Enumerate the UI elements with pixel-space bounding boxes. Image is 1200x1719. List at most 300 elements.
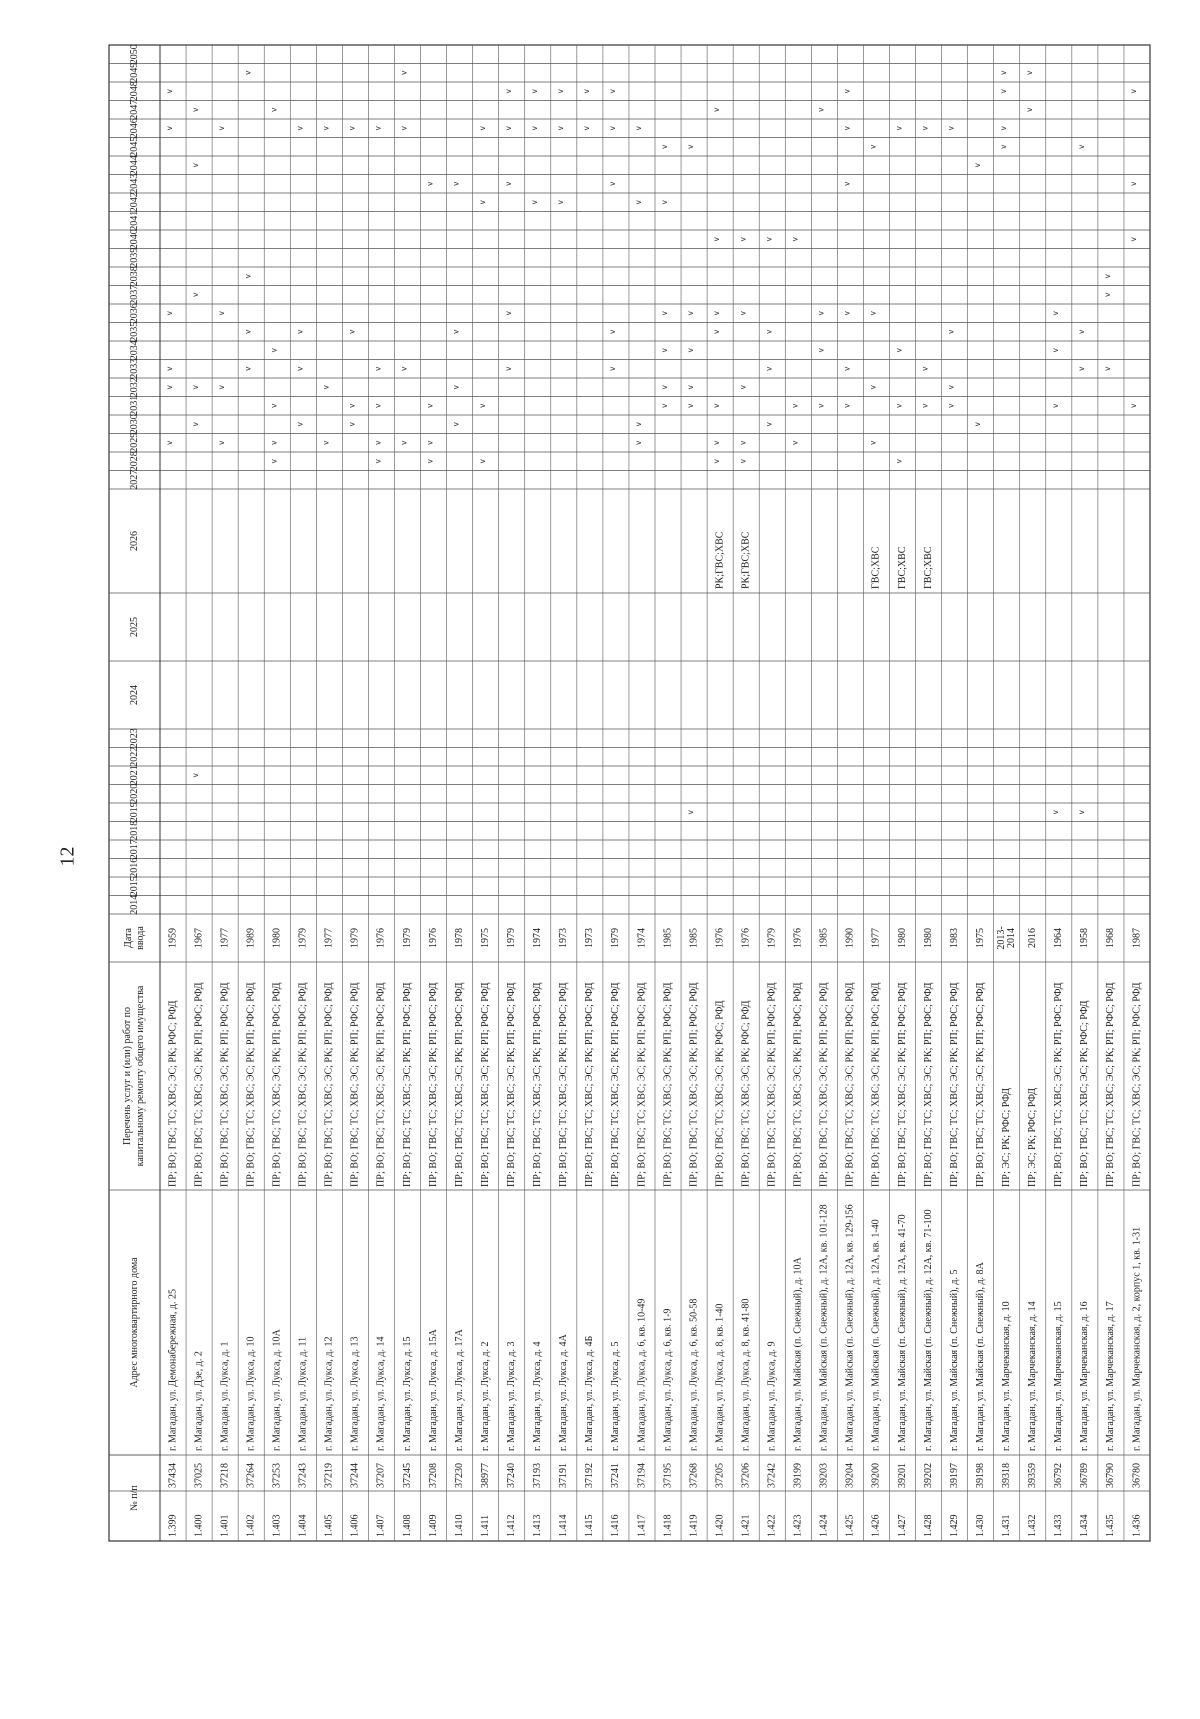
planned-work-mark-2031: v xyxy=(1050,403,1060,408)
planned-work-mark-2034: v xyxy=(894,348,904,353)
row-number: 1.424 xyxy=(818,1514,830,1537)
planned-work-mark-2035: v xyxy=(243,329,253,334)
row-house-id: 37219 xyxy=(323,1463,335,1488)
row-number: 1.435 xyxy=(1105,1514,1117,1537)
row-address: г. Магадан, ул. Марчеканская, д. 14 xyxy=(1027,1301,1039,1451)
planned-work-mark-2042: v xyxy=(529,200,539,205)
year-header-2048: 2048 xyxy=(128,81,140,102)
planned-work-mark-2037: v xyxy=(1103,292,1113,297)
row-address: г. Магадан, ул. Майская (п. Снежный), д. 12А, кв. 101-128 xyxy=(818,1204,830,1451)
row-works: ПР; ЭС; РК; РФС; РФД xyxy=(1001,1088,1013,1187)
planned-work-mark-2033: v xyxy=(399,366,409,371)
row-address: г. Магадан, ул. Лукса, д. 6, кв. 10-49 xyxy=(636,1298,648,1451)
planned-work-mark-2032: v xyxy=(165,385,175,390)
planned-work-mark-2049: v xyxy=(243,70,253,75)
row-number: 1.422 xyxy=(766,1514,778,1537)
planned-work-mark-2031: v xyxy=(686,403,696,408)
planned-work-mark-2031: v xyxy=(920,403,930,408)
year-header-2028: 2028 xyxy=(128,451,140,472)
row-house-id: 39359 xyxy=(1027,1463,1039,1488)
address-header: Адрес многоквартирного дома xyxy=(128,1257,140,1388)
row-works: ПР; ВО; ГВС; ТС; ХВС; ЭС; РК; РП; РФС; РФД xyxy=(558,982,570,1187)
row-house-id: 37192 xyxy=(584,1463,596,1488)
planned-work-mark-2036: v xyxy=(165,311,175,316)
row-number: 1.436 xyxy=(1131,1514,1143,1537)
planned-work-mark-2047: v xyxy=(712,107,722,112)
planned-work-mark-2036: v xyxy=(842,311,852,316)
row-house-id: 39200 xyxy=(870,1463,882,1488)
planned-work-mark-2043: v xyxy=(425,181,435,186)
row-year: 1977 xyxy=(870,928,882,948)
planned-work-mark-2045: v xyxy=(660,144,670,149)
row-number: 1.401 xyxy=(219,1514,231,1537)
row-address: г. Магадан, ул. Лукса, д. 3 xyxy=(506,1341,518,1451)
planned-work-mark-2028: v xyxy=(894,459,904,464)
row-address: г. Магадан, ул. Лукса, д. 15А xyxy=(427,1329,439,1451)
year-header-2019: 2019 xyxy=(128,802,140,823)
year-header-2016: 2016 xyxy=(128,857,140,878)
row-address: г. Магадан, ул. Лукса, д. 13 xyxy=(349,1336,361,1451)
planned-work-mark-2038: v xyxy=(1103,274,1113,279)
works-header-cont: капитальному ремонту общего имущества xyxy=(134,985,146,1167)
row-house-id: 39204 xyxy=(844,1463,856,1488)
planned-work-mark-2029: v xyxy=(373,440,383,445)
planned-work-mark-2040: v xyxy=(764,237,774,242)
row-address: г. Магадан, ул. Демонабережная, д. 25 xyxy=(167,1289,179,1451)
planned-work-mark-2033: v xyxy=(503,366,513,371)
planned-work-mark-2034: v xyxy=(816,348,826,353)
row-house-id: 39203 xyxy=(818,1463,830,1488)
row-address: г. Магадан, ул. Лукса, д. 15 xyxy=(401,1336,413,1451)
year-header-2050: 2050 xyxy=(128,44,140,65)
row-number: 1.420 xyxy=(714,1514,726,1537)
planned-work-mark-2046: v xyxy=(998,126,1008,131)
planned-work-mark-2035: v xyxy=(451,329,461,334)
year-header-2020: 2020 xyxy=(128,783,140,804)
row-house-id: 37242 xyxy=(766,1463,778,1488)
planned-work-mark-2032: v xyxy=(868,385,878,390)
row-year: 1967 xyxy=(193,928,205,948)
row-number: 1.431 xyxy=(1001,1514,1013,1537)
year-header-2031: 2031 xyxy=(128,395,140,416)
planned-work-mark-2043: v xyxy=(451,181,461,186)
row-works: ПР; ВО; ГВС; ТС; ХВС; ЭС; РК; РП; РФС; РФД xyxy=(219,982,231,1187)
row-address: г. Магадан, ул. Лукса, д. 5 xyxy=(610,1341,622,1451)
row-year: 1976 xyxy=(427,928,439,948)
planned-work-mark-2048: v xyxy=(842,89,852,94)
row-year: 1964 xyxy=(1053,928,1065,948)
row-number: 1.421 xyxy=(740,1514,752,1537)
planned-work-mark-2048: v xyxy=(608,89,618,94)
row-address: г. Магадан, ул. Лукса, д. 1 xyxy=(219,1341,231,1451)
row-address: г. Магадан, ул. Лукса, д. 10 xyxy=(245,1336,257,1451)
planned-work-mark-2021: v xyxy=(191,773,201,778)
row-works: ПР; ВО; ГВС; ТС; ХВС; ЭС; РК; РП; РФС; РФД xyxy=(1053,982,1065,1187)
row-year: 1973 xyxy=(584,928,596,948)
row-house-id: 36780 xyxy=(1131,1463,1143,1488)
planned-work-mark-2028: v xyxy=(712,459,722,464)
row-house-id: 37253 xyxy=(271,1463,283,1488)
planned-work-mark-2048: v xyxy=(998,89,1008,94)
row-year: 1979 xyxy=(349,928,361,948)
row-works: ПР; ВО; ГВС; ТС; ХВС; ЭС; РК; РП; РФС; РФД xyxy=(297,982,309,1187)
row-number: 1.399 xyxy=(167,1514,179,1537)
planned-work-mark-2033: v xyxy=(608,366,618,371)
row-address: г. Магадан, ул. Лукса, д. 4А xyxy=(558,1334,570,1451)
planned-work-mark-2031: v xyxy=(790,403,800,408)
planned-work-mark-2042: v xyxy=(660,200,670,205)
row-house-id: 37025 xyxy=(193,1463,205,1488)
year-header-2035: 2035 xyxy=(128,321,140,342)
planned-work-mark-2046: v xyxy=(347,126,357,131)
year-header-2041: 2041 xyxy=(128,210,140,231)
planned-work-mark-2048: v xyxy=(555,89,565,94)
row-year: 1979 xyxy=(766,928,778,948)
row-number: 1.402 xyxy=(245,1514,257,1537)
row-year: 1983 xyxy=(948,928,960,948)
planned-work-mark-2046: v xyxy=(946,126,956,131)
row-year: 1974 xyxy=(636,928,648,948)
row-works: ПР; ВО; ГВС; ТС; ХВС; ЭС; РК; РП; РФС; РФД xyxy=(245,982,257,1187)
row-house-id: 37230 xyxy=(453,1463,465,1488)
planned-work-mark-2034: v xyxy=(1050,348,1060,353)
row-year: 2013- xyxy=(996,926,1008,950)
row-year: 1990 xyxy=(844,928,856,948)
row-year: 1976 xyxy=(740,928,752,948)
row-year: 1980 xyxy=(922,928,934,948)
row-year: 2016 xyxy=(1027,928,1039,948)
planned-work-mark-2046: v xyxy=(555,126,565,131)
row-year: 1979 xyxy=(506,928,518,948)
row-year: 1980 xyxy=(271,928,283,948)
row-house-id: 38977 xyxy=(479,1463,491,1488)
planned-work-mark-2035: v xyxy=(295,329,305,334)
row-works: ПР; ВО; ГВС; ТС; ХВС; ЭС; РК; РП; РФС; РФД xyxy=(1131,982,1143,1187)
planned-work-mark-2031: v xyxy=(373,403,383,408)
planned-work-mark-2049: v xyxy=(1024,70,1034,75)
row-year: 1975 xyxy=(974,928,986,948)
planned-work-mark-2028: v xyxy=(738,459,748,464)
planned-work-mark-2031: v xyxy=(1129,403,1139,408)
planned-work-mark-2029: v xyxy=(634,440,644,445)
planned-work-mark-2043: v xyxy=(608,181,618,186)
page-number: 12 xyxy=(56,846,79,867)
planned-work-mark-2036: v xyxy=(816,311,826,316)
row-address: г. Магадан, ул. Майская (п. Снежный), д. 8А xyxy=(974,1262,986,1451)
row-works: ПР; ВО; ГВС; ТС; ХВС; ЭС; РК; РП; РФС; РФД xyxy=(271,982,283,1187)
row-works: ПР; ВО; ГВС; ТС; ХВС; ЭС; РК; РП; РФС; РФД xyxy=(427,982,439,1187)
row-address: г. Магадан, ул. Лукса, д. 11 xyxy=(297,1336,309,1451)
planned-work-mark-2030: v xyxy=(347,422,357,427)
year-header-2021: 2021 xyxy=(128,765,140,786)
year-header-2032: 2032 xyxy=(128,377,140,398)
row-number: 1.416 xyxy=(610,1514,622,1537)
year-header-2023: 2023 xyxy=(128,728,140,749)
row-house-id: 37193 xyxy=(532,1463,544,1488)
row-address: г. Магадан, ул. Марчеканская, д. 10 xyxy=(1001,1301,1013,1451)
planned-work-mark-2043: v xyxy=(842,181,852,186)
row-number: 1.408 xyxy=(401,1514,413,1537)
row-address: г. Магадан, ул. Майская (п. Снежный), д. 12А, кв. 129-156 xyxy=(844,1204,856,1451)
row-number: 1.410 xyxy=(453,1514,465,1537)
planned-work-mark-2040: v xyxy=(712,237,722,242)
year-header-2044: 2044 xyxy=(128,155,140,176)
planned-work-mark-2046: v xyxy=(894,126,904,131)
year-header-2033: 2033 xyxy=(128,358,140,379)
planned-work-mark-2038: v xyxy=(243,274,253,279)
planned-work-mark-2046: v xyxy=(165,126,175,131)
row-year: 1977 xyxy=(219,928,231,948)
row-number: 1.406 xyxy=(349,1514,361,1537)
year-header-2049: 2049 xyxy=(128,62,140,83)
row-house-id: 39199 xyxy=(792,1463,804,1488)
planned-work-mark-2033: v xyxy=(1076,366,1086,371)
row-house-id: 37191 xyxy=(558,1463,570,1488)
year-header-2039: 2039 xyxy=(128,247,140,268)
row-number: 1.403 xyxy=(271,1514,283,1537)
row-year: 1974 xyxy=(532,928,544,948)
year-header-2026: 2026 xyxy=(128,531,140,551)
planned-work-mark-2044: v xyxy=(972,163,982,168)
row-year: 1989 xyxy=(245,928,257,948)
row-house-id: 37241 xyxy=(610,1463,622,1488)
planned-work-mark-2048: v xyxy=(529,89,539,94)
row-address: г. Магадан, ул. Лукса, д. 6, кв. 1-9 xyxy=(662,1308,674,1451)
planned-work-mark-2036: v xyxy=(503,311,513,316)
row-address: г. Магадан, ул. Майская (п. Снежный), д. 5 xyxy=(948,1269,960,1451)
planned-work-mark-2046: v xyxy=(217,126,227,131)
planned-work-mark-2033: v xyxy=(764,366,774,371)
row-works: ПР; ВО; ГВС; ТС; ХВС; ЭС; РК; РП; РФС; РФД xyxy=(1105,982,1117,1187)
planned-work-mark-2032: v xyxy=(217,385,227,390)
planned-work-mark-2035: v xyxy=(1076,329,1086,334)
planned-work-mark-2046: v xyxy=(634,126,644,131)
row-address: г. Магадан, ул. Марчеканская, д. 16 xyxy=(1079,1301,1091,1451)
row-year: 1968 xyxy=(1105,928,1117,948)
year-header-2037: 2037 xyxy=(128,284,140,305)
row-number: 1.418 xyxy=(662,1514,674,1537)
row-number: 1.428 xyxy=(922,1514,934,1537)
planned-work-mark-2033: v xyxy=(373,366,383,371)
planned-work-mark-2032: v xyxy=(451,385,461,390)
row-works: ПР; ВО; ГВС; ТС; ХВС; ЭС; РК; РП; РФС; РФД xyxy=(584,982,596,1187)
planned-work-mark-2044: v xyxy=(191,163,201,168)
year-header-2022: 2022 xyxy=(128,746,140,767)
row-house-id: 37194 xyxy=(636,1463,648,1488)
planned-work-mark-2019: v xyxy=(686,810,696,815)
row-address: г. Магадан, ул. Марчеканская, д. 17 xyxy=(1105,1301,1117,1451)
row-works: ПР; ВО; ГВС; ТС; ХВС; ЭС; РК; РП; РФС; РФД xyxy=(922,982,934,1187)
row-house-id: 37195 xyxy=(662,1463,674,1488)
row-year: 1976 xyxy=(375,928,387,948)
row-house-id: 37243 xyxy=(297,1463,309,1488)
planned-work-mark-2035: v xyxy=(712,329,722,334)
row-house-id: 37206 xyxy=(740,1463,752,1488)
row-house-id: 37207 xyxy=(375,1463,387,1488)
row-year: 1976 xyxy=(714,928,726,948)
row-works: ПР; ВО; ГВС; ТС; ХВС; ЭС; РК; РФС; РФД xyxy=(714,1000,726,1187)
year-header-2025: 2025 xyxy=(128,617,140,637)
planned-work-mark-2047: v xyxy=(816,107,826,112)
planned-work-mark-2036: v xyxy=(660,311,670,316)
year-header-2018: 2018 xyxy=(128,820,140,841)
planned-work-mark-2030: v xyxy=(634,422,644,427)
planned-work-mark-2045: v xyxy=(686,144,696,149)
row-house-id: 37218 xyxy=(219,1463,231,1488)
planned-work-mark-2048: v xyxy=(581,89,591,94)
planned-work-mark-2028: v xyxy=(269,459,279,464)
row-number: 1.434 xyxy=(1079,1514,1091,1537)
planned-work-mark-2033: v xyxy=(243,366,253,371)
planned-work-mark-2043: v xyxy=(503,181,513,186)
planned-work-mark-2046: v xyxy=(399,126,409,131)
planned-work-mark-2034: v xyxy=(660,348,670,353)
planned-work-mark-2047: v xyxy=(191,107,201,112)
planned-work-mark-2030: v xyxy=(972,422,982,427)
planned-work-mark-2045: v xyxy=(1076,144,1086,149)
row-works: ПР; ВО; ГВС; ТС; ХВС; ЭС; РК; РП; РФС; РФД xyxy=(610,982,622,1187)
year-header-2014: 2014 xyxy=(128,894,140,915)
row-house-id: 37268 xyxy=(688,1463,700,1488)
planned-work-mark-2046: v xyxy=(477,126,487,131)
planned-work-mark-2046: v xyxy=(842,126,852,131)
row-works: ПР; ВО; ГВС; ТС; ХВС; ЭС; РК; РП; РФС; РФД xyxy=(870,982,882,1187)
row-number: 1.412 xyxy=(506,1514,518,1537)
planned-work-mark-2031: v xyxy=(269,403,279,408)
row-address: г. Магадан, ул. Марчеканская, д. 2, корпус 1, кв. 1-31 xyxy=(1131,1226,1143,1451)
row-address: г. Магадан, ул. Лукса, д. 6, кв. 50-58 xyxy=(688,1298,700,1451)
row-number: 1.407 xyxy=(375,1514,387,1537)
row-works: ПР; ВО; ГВС; ТС; ХВС; ЭС; РК; РП; РФС; РФД xyxy=(532,982,544,1187)
year-header-2024: 2024 xyxy=(128,685,140,705)
row-works: ПР; ВО; ГВС; ТС; ХВС; ЭС; РК; РП; РФС; РФД xyxy=(792,982,804,1187)
num-header: № п/п xyxy=(128,1485,140,1511)
row-works: ПР; ВО; ГВС; ТС; ХВС; ЭС; РК; РП; РФС; РФД xyxy=(453,982,465,1187)
row-works: ПР; ВО; ГВС; ТС; ХВС; ЭС; РК; РП; РФС; РФД xyxy=(844,982,856,1187)
planned-work-mark-2046: v xyxy=(321,126,331,131)
row-address: г. Магадан, ул. Лукса, д. 4 xyxy=(532,1341,544,1451)
planned-work-mark-2047: v xyxy=(1024,107,1034,112)
planned-work-mark-2045: v xyxy=(868,144,878,149)
row-number: 1.429 xyxy=(948,1514,960,1537)
planned-work-mark-2031: v xyxy=(816,403,826,408)
row-year: 1973 xyxy=(558,928,570,948)
row-number: 1.409 xyxy=(427,1514,439,1537)
row-works: ПР; ВО; ГВС; ТС; ХВС; ЭС; РК; РП; РФС; РФД xyxy=(323,982,335,1187)
planned-work-mark-2031: v xyxy=(477,403,487,408)
planned-work-mark-2028: v xyxy=(425,459,435,464)
planned-work-mark-2019: v xyxy=(1050,810,1060,815)
row-works: ПР; ВО; ГВС; ТС; ХВС; ЭС; РК; РП; РФС; РФД xyxy=(193,982,205,1187)
planned-work-mark-2029: v xyxy=(738,440,748,445)
planned-work-mark-2033: v xyxy=(165,366,175,371)
planned-work-mark-2040: v xyxy=(1129,237,1139,242)
planned-work-mark-2036: v xyxy=(217,311,227,316)
row-number: 1.405 xyxy=(323,1514,335,1537)
year-header-2047: 2047 xyxy=(128,99,140,120)
planned-work-mark-2042: v xyxy=(634,200,644,205)
row-works: ПР; ВО; ГВС; ТС; ХВС; ЭС; РК; РП; РФС; РФД xyxy=(974,982,986,1187)
row-house-id: 36790 xyxy=(1105,1463,1117,1488)
row-house-id: 39201 xyxy=(896,1463,908,1488)
planned-work-mark-2035: v xyxy=(764,329,774,334)
row-year-cont: 2014 xyxy=(1006,927,1018,948)
works-header: Перечень услуг и (или) работ по xyxy=(121,1006,133,1146)
row-works: ПР; ВО; ГВС; ТС; ХВС; ЭС; РК; РФС; РФД xyxy=(740,1000,752,1187)
planned-work-mark-2029: v xyxy=(269,440,279,445)
date-header-line: ввода xyxy=(134,926,146,950)
year-header-2029: 2029 xyxy=(128,432,140,453)
planned-work-mark-2031: v xyxy=(842,403,852,408)
planned-work-mark-2043: v xyxy=(1129,181,1139,186)
row-year: 1975 xyxy=(479,928,491,948)
row-number: 1.400 xyxy=(193,1514,205,1537)
row-work-text-2026: РК;ГВС;ХВС xyxy=(714,531,726,589)
row-address: г. Магадан, ул. Лукса, д. 8, кв. 41-80 xyxy=(740,1298,752,1451)
row-number: 1.404 xyxy=(297,1514,309,1537)
row-number: 1.427 xyxy=(896,1514,908,1537)
planned-work-mark-2040: v xyxy=(790,237,800,242)
row-address: г. Магадан, ул. Лукса, д. 2 xyxy=(479,1341,491,1451)
row-number: 1.419 xyxy=(688,1514,700,1537)
planned-work-mark-2028: v xyxy=(477,459,487,464)
planned-work-mark-2036: v xyxy=(712,311,722,316)
row-house-id: 39198 xyxy=(974,1463,986,1488)
row-number: 1.411 xyxy=(479,1514,491,1537)
row-address: г. Магадан, ул. Лукса, д. 10А xyxy=(271,1329,283,1451)
row-number: 1.415 xyxy=(584,1514,596,1537)
planned-work-mark-2019: v xyxy=(1076,810,1086,815)
planned-work-mark-2028: v xyxy=(373,459,383,464)
row-number: 1.430 xyxy=(974,1514,986,1537)
planned-work-mark-2046: v xyxy=(529,126,539,131)
row-works: ПР; ВО; ГВС; ТС; ХВС; ЭС; РК; РФС; РФД xyxy=(167,1000,179,1187)
row-number: 1.414 xyxy=(558,1514,570,1537)
planned-work-mark-2037: v xyxy=(191,292,201,297)
row-house-id: 36789 xyxy=(1079,1463,1091,1488)
row-year: 1985 xyxy=(818,928,830,948)
planned-work-mark-2048: v xyxy=(165,89,175,94)
row-address: г. Магадан, ул. Лукса, д. 8, кв. 1-40 xyxy=(714,1303,726,1451)
row-address: г. Магадан, ул. Лукса, д. 9 xyxy=(766,1341,778,1451)
year-header-2034: 2034 xyxy=(128,340,140,361)
planned-work-mark-2030: v xyxy=(295,422,305,427)
planned-work-mark-2046: v xyxy=(920,126,930,131)
row-number: 1.417 xyxy=(636,1514,648,1537)
planned-work-mark-2030: v xyxy=(191,422,201,427)
row-address: г. Магадан, ул. Лукса, д. 14 xyxy=(375,1336,387,1451)
planned-work-mark-2032: v xyxy=(660,385,670,390)
row-year: 1980 xyxy=(896,928,908,948)
planned-work-mark-2049: v xyxy=(399,70,409,75)
row-address: г. Магадан, ул. Лукса, д. 12 xyxy=(323,1336,335,1451)
planned-work-mark-2033: v xyxy=(842,366,852,371)
row-works: ПР; ВО; ГВС; ТС; ХВС; ЭС; РК; РП; РФС; РФД xyxy=(349,982,361,1187)
planned-work-mark-2029: v xyxy=(165,440,175,445)
row-address: г. Магадан, ул. Майская (п. Снежный), д. 10А xyxy=(792,1257,804,1451)
row-number: 1.432 xyxy=(1027,1514,1039,1537)
row-year: 1978 xyxy=(453,928,465,948)
row-address: г. Магадан, ул. Марчеканская, д. 15 xyxy=(1053,1301,1065,1451)
row-number: 1.433 xyxy=(1053,1514,1065,1537)
row-year: 1979 xyxy=(610,928,622,948)
row-address: г. Магадан, ул. Лукса, д. 17А xyxy=(453,1329,465,1451)
row-number: 1.426 xyxy=(870,1514,882,1537)
planned-work-mark-2029: v xyxy=(321,440,331,445)
row-house-id: 37205 xyxy=(714,1463,726,1488)
row-year: 1987 xyxy=(1131,928,1143,948)
row-works: ПР; ВО; ГВС; ТС; ХВС; ЭС; РК; РП; РФС; РФД xyxy=(375,982,387,1187)
